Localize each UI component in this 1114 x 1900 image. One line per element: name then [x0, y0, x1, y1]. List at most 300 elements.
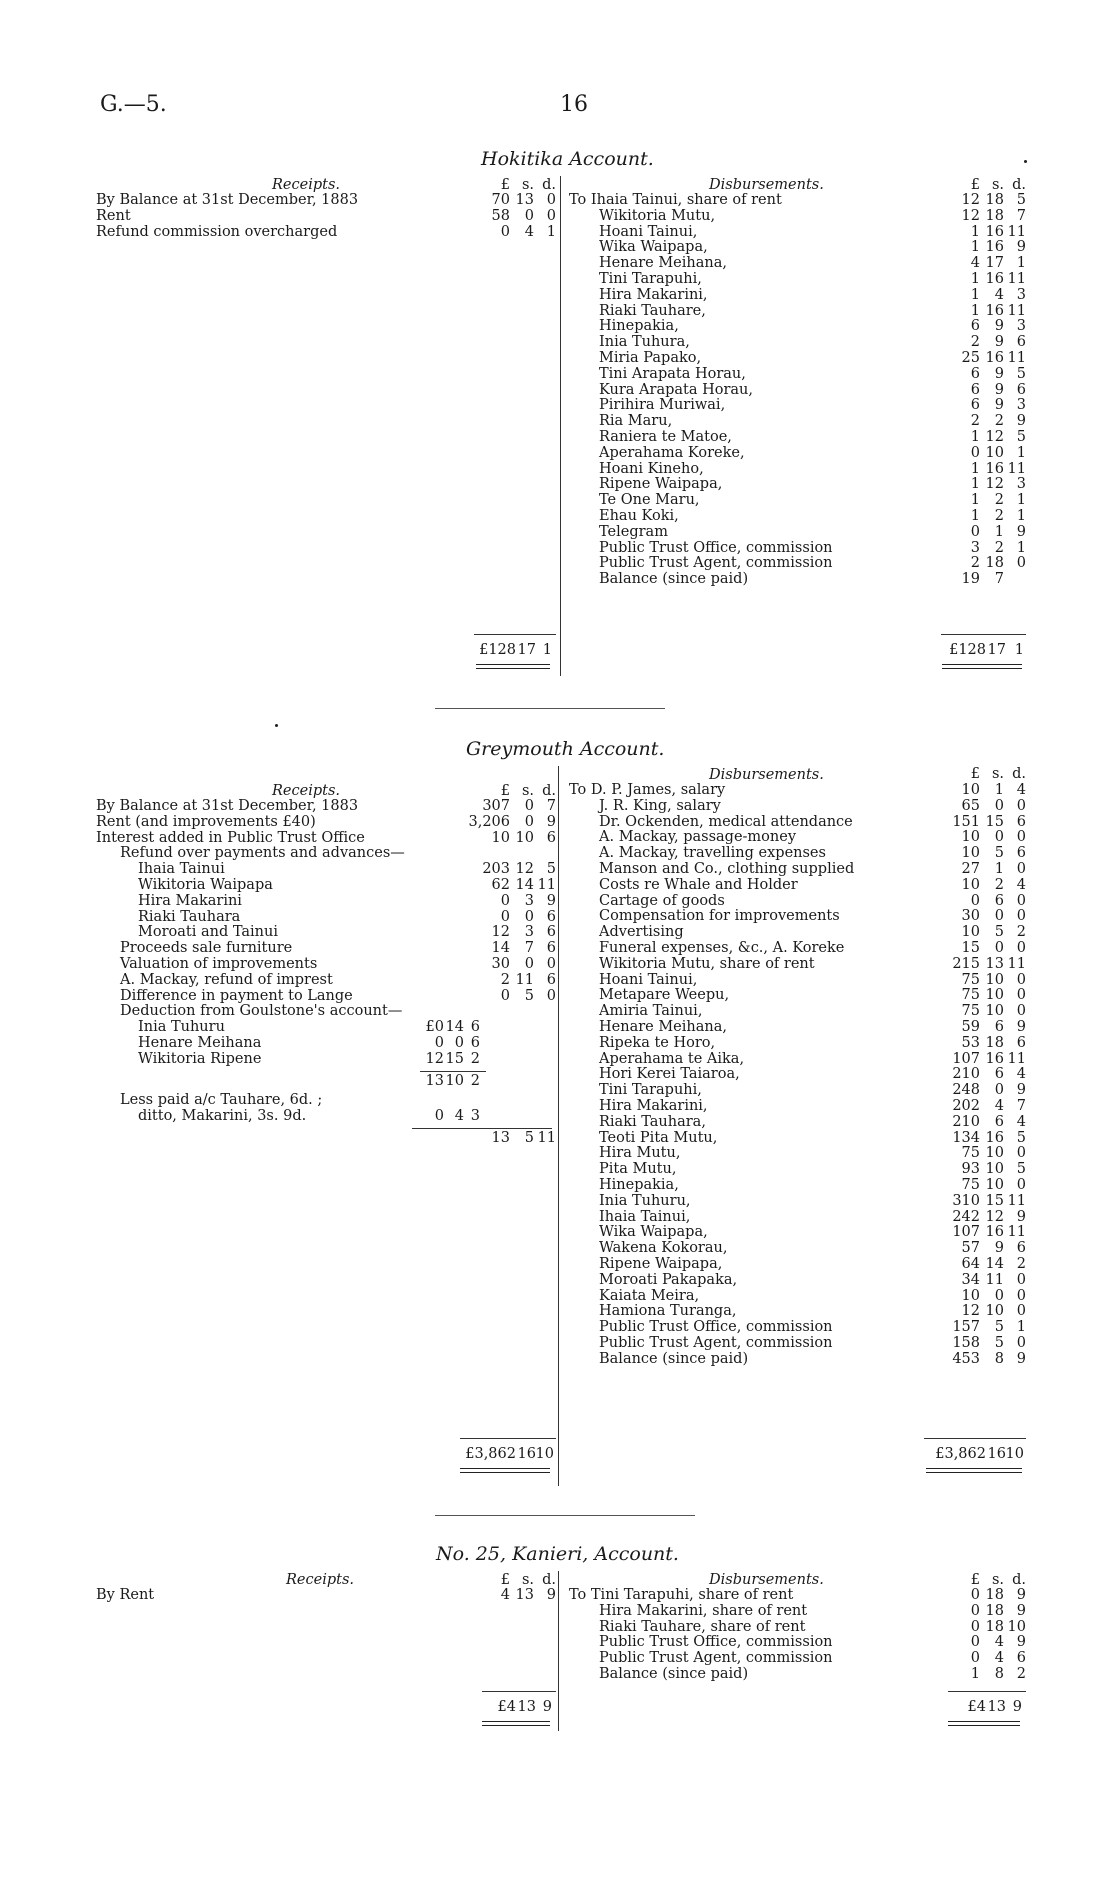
currency-header: £ s. d.: [970, 766, 1026, 782]
amount-pounds: 2: [500, 971, 510, 988]
amount-pence: 9: [546, 1587, 556, 1603]
disbursement-row: [569, 1225, 1026, 1241]
amount-shillings: 10: [985, 1003, 1004, 1020]
amount-pence: 0: [1016, 908, 1026, 925]
amount-pounds: 1: [970, 302, 980, 319]
amount-pounds: 0: [970, 523, 980, 540]
receipts-total: £3,862 16 10: [465, 1446, 554, 1462]
row-label: Moroati and Tainui: [138, 924, 278, 941]
amount-shillings: 0: [524, 908, 534, 925]
section-title: No. 25, Kanieri, Account.: [436, 1543, 679, 1565]
row-label: Aperahama Koreke,: [599, 444, 745, 461]
disbursement-row: [569, 988, 1026, 1004]
amount-pence: 6: [1016, 1650, 1026, 1667]
amount-shillings: 0: [994, 829, 1004, 846]
amount-pence: 9: [1016, 1602, 1026, 1619]
sub-amount: 15: [445, 1050, 464, 1067]
amount-pence: 0: [1016, 892, 1026, 909]
amount-pence: 0: [1016, 1287, 1026, 1304]
row-label: Amiria Tainui,: [599, 1003, 703, 1020]
disbursements-list: [569, 1588, 1026, 1683]
amount-pence: 0: [1016, 939, 1026, 956]
amount-pence: 9: [546, 813, 556, 830]
disbursement-row: [569, 1067, 1026, 1083]
amount-pounds: 0: [500, 908, 510, 925]
amount-pounds: 215: [952, 955, 980, 972]
amount-pounds: 0: [970, 444, 980, 461]
amount-shillings: 10: [985, 1161, 1004, 1178]
disbursements-label: Disbursements.: [709, 177, 824, 193]
amount-pence: 6: [1016, 1034, 1026, 1051]
row-label: Manson and Co., clothing supplied: [599, 860, 855, 877]
amount-shillings: 12: [985, 428, 1004, 445]
receipt-row: [96, 815, 556, 831]
amount-shillings: 18: [985, 1587, 1004, 1603]
amount-pounds: 10: [961, 782, 980, 798]
row-label: Pita Mutu,: [599, 1161, 677, 1178]
disbursement-row: [569, 862, 1026, 878]
disbursements-total-double-rule: [926, 1468, 1022, 1473]
amount-pounds: 19: [961, 571, 980, 588]
amount-pounds: 65: [961, 797, 980, 814]
row-label: Ria Maru,: [599, 413, 673, 430]
amount-shillings: 14: [985, 1255, 1004, 1272]
amount-shillings: 16: [985, 270, 1004, 287]
disbursements-header: [569, 178, 1026, 193]
amount-shillings: 0: [994, 908, 1004, 925]
document-code: G.—5.: [100, 92, 167, 117]
row-label: Ihaia Tainui: [138, 861, 225, 878]
row-label: Hira Makarini, share of rent: [599, 1602, 808, 1619]
disbursements-total-double-rule: [942, 664, 1022, 669]
disbursements-total: £4 13 9: [967, 1699, 1022, 1715]
receipt-row: [96, 831, 556, 847]
amount-pence: 1: [1016, 507, 1026, 524]
row-label: To Tini Tarapuhi, share of rent: [569, 1587, 794, 1603]
row-label: Riaki Tauhare,: [599, 302, 706, 319]
amount-pence: 6: [546, 940, 556, 957]
currency-header: £ s. d.: [500, 1572, 556, 1588]
amount-shillings: 0: [524, 798, 534, 814]
amount-pence: 5: [546, 861, 556, 878]
amount-shillings: 5: [524, 987, 534, 1004]
amount-shillings: 12: [515, 861, 534, 878]
amount-pounds: 75: [961, 1003, 980, 1020]
row-label: Te One Maru,: [599, 492, 700, 509]
amount-shillings: 16: [985, 302, 1004, 319]
amount-pence: 9: [1016, 1587, 1026, 1603]
row-label: Henare Meihana,: [599, 255, 727, 272]
row-label: Moroati Pakapaka,: [599, 1271, 738, 1288]
amount-shillings: 13: [985, 955, 1004, 972]
amount-pence: 1: [1016, 1319, 1026, 1336]
amount-pence: 5: [1016, 1129, 1026, 1146]
disbursements-total-rule: [924, 1438, 1026, 1439]
amount-pence: 6: [1016, 813, 1026, 830]
disbursements-column: [569, 178, 1026, 588]
amount-pence: 11: [1007, 460, 1026, 477]
amount-shillings: 2: [994, 413, 1004, 430]
amount-pounds: 2: [970, 413, 980, 430]
amount-pence: 6: [546, 908, 556, 925]
amount-pence: 0: [1016, 971, 1026, 988]
sub-amount: 2: [470, 1050, 480, 1067]
receipts-header: [96, 784, 556, 799]
deductions-list: [96, 1020, 556, 1147]
row-label: Metapare Weepu,: [599, 987, 730, 1004]
disbursement-row: [569, 1320, 1026, 1336]
amount-shillings: 10: [515, 829, 534, 846]
disbursements-total-rule: [948, 1691, 1026, 1692]
print-mark: [275, 724, 278, 727]
disbursements-list: [569, 193, 1026, 588]
currency-header: £ s. d.: [500, 177, 556, 193]
disbursement-row: [569, 367, 1026, 383]
amount-shillings: 10: [985, 444, 1004, 461]
disbursement-row: [569, 1178, 1026, 1194]
amount-pounds: 6: [970, 365, 980, 382]
disbursement-row: [569, 1099, 1026, 1115]
receipts-list: [96, 1588, 556, 1604]
row-label: Wikitoria Ripene: [138, 1050, 262, 1067]
amount-shillings: 9: [994, 334, 1004, 351]
amount-pence: 6: [1016, 381, 1026, 398]
amount-shillings: 18: [985, 192, 1004, 208]
row-label: Balance (since paid): [599, 571, 749, 588]
receipts-total: £128 17 1: [479, 642, 552, 658]
amount-pence: 4: [1016, 782, 1026, 798]
amount-pounds: 203: [482, 861, 510, 878]
section-title: Hokitika Account.: [481, 148, 654, 170]
row-label: By Balance at 31st December, 1883: [96, 192, 359, 208]
disbursement-row: [569, 1304, 1026, 1320]
amount-shillings: 12: [985, 476, 1004, 493]
amount-pounds: 3,206: [468, 813, 510, 830]
amount-pence: 0: [546, 955, 556, 972]
amount-pounds: 10: [961, 829, 980, 846]
receipt-row: [96, 799, 556, 815]
amount-pounds: 1: [970, 286, 980, 303]
disbursement-row: [569, 783, 1026, 799]
amount-pence: 6: [1016, 334, 1026, 351]
disbursement-row: [569, 493, 1026, 509]
receipts-total-double-rule: [482, 1721, 550, 1726]
row-label: Dr. Ockenden, medical attendance: [599, 813, 853, 830]
receipt-row: [96, 989, 556, 1005]
sub-amount: 0: [434, 1034, 444, 1051]
row-label: J. R. King, salary: [599, 797, 721, 814]
amount-shillings: 8: [994, 1350, 1004, 1367]
amount-pence: 11: [1007, 349, 1026, 366]
amount-pence: 9: [1016, 1350, 1026, 1367]
amount-pence: 1: [1016, 492, 1026, 509]
row-label: Balance (since paid): [599, 1350, 749, 1367]
row-label: Wikitoria Waipapa: [138, 876, 273, 893]
disbursements-header: [569, 1573, 1026, 1588]
disbursement-row: [569, 1352, 1026, 1368]
disbursement-row: [569, 1020, 1026, 1036]
amount-shillings: 15: [985, 1192, 1004, 1209]
row-label: Raniera te Matoe,: [599, 428, 732, 445]
amount-shillings: 0: [524, 955, 534, 972]
amount-shillings: 5: [994, 1334, 1004, 1351]
amount-shillings: 5: [994, 1319, 1004, 1336]
print-mark: [1024, 160, 1027, 163]
row-label: Hoani Tainui,: [599, 971, 698, 988]
row-label: Telegram: [599, 523, 668, 540]
amount-pence: 0: [1016, 1334, 1026, 1351]
amount-pounds: 10: [961, 876, 980, 893]
amount-pence: 6: [546, 971, 556, 988]
amount-shillings: 3: [524, 892, 534, 909]
receipts-label: Receipts.: [272, 177, 340, 193]
subtotal-rule: [420, 1071, 486, 1072]
amount-pence: 1: [1016, 539, 1026, 556]
amount-pence: 5: [1016, 1161, 1026, 1178]
disbursement-row: [569, 414, 1026, 430]
amount-pounds: 12: [961, 207, 980, 224]
row-label: Refund over payments and advances—: [120, 845, 405, 862]
amount-shillings: 9: [994, 381, 1004, 398]
amount-pounds: 1: [970, 239, 980, 256]
row-label: Riaki Tauhare, share of rent: [599, 1618, 806, 1635]
row-label: Miria Papako,: [599, 349, 702, 366]
disbursement-row: [569, 894, 1026, 910]
amount-pounds: 58: [491, 207, 510, 224]
receipts-total-double-rule: [476, 664, 550, 669]
amount-pence: 10: [1007, 1618, 1026, 1635]
amount-pounds: 0: [970, 1602, 980, 1619]
amount-pence: 11: [537, 876, 556, 893]
disbursement-row: [569, 1604, 1026, 1620]
amount-shillings: 12: [985, 1208, 1004, 1225]
row-label: Kura Arapata Horau,: [599, 381, 753, 398]
amount-pence: 7: [1016, 207, 1026, 224]
row-label: A. Mackay, refund of imprest: [120, 971, 333, 988]
row-label: Deduction from Goulstone's account—: [120, 1003, 403, 1020]
disbursement-row: [569, 1667, 1026, 1683]
amount-pounds: 25: [961, 349, 980, 366]
disbursement-row: [569, 957, 1026, 973]
disbursements-total-double-rule: [948, 1721, 1020, 1726]
amount-pence: 5: [1016, 192, 1026, 208]
column-divider: [558, 766, 559, 1486]
amount-shillings: 11: [515, 971, 534, 988]
row-label: Hinepakia,: [599, 1176, 679, 1193]
amount-shillings: 3: [524, 924, 534, 941]
disbursements-column: [569, 768, 1026, 1367]
disbursement-row: [569, 1651, 1026, 1667]
amount-pounds: 10: [961, 924, 980, 941]
amount-pence: 9: [1016, 239, 1026, 256]
amount-shillings: 0: [524, 813, 534, 830]
amount-pence: 5: [1016, 365, 1026, 382]
amount-pounds: 107: [952, 1224, 980, 1241]
disbursement-row: [569, 398, 1026, 414]
deduction-row: [96, 1036, 556, 1052]
amount-shillings: 16: [985, 460, 1004, 477]
row-label: A. Mackay, passage-money: [599, 829, 797, 846]
amount-pounds: 307: [482, 798, 510, 814]
disbursement-row: [569, 941, 1026, 957]
receipt-row: [96, 225, 556, 241]
amount-pence: 6: [546, 924, 556, 941]
amount-pounds: 62: [491, 876, 510, 893]
row-label: Riaki Tauhara: [138, 908, 241, 925]
amount-pence: 0: [1016, 797, 1026, 814]
amount-pence: 11: [1007, 1224, 1026, 1241]
amount-pounds: 210: [952, 1066, 980, 1083]
amount-pounds: 53: [961, 1034, 980, 1051]
amount-pence: 0: [1016, 1303, 1026, 1320]
amount-shillings: 5: [994, 845, 1004, 862]
disbursement-row: [569, 1620, 1026, 1636]
amount-pence: 9: [1016, 1018, 1026, 1035]
receipt-row: [96, 1004, 556, 1020]
amount-pounds: 2: [970, 555, 980, 572]
hokitika-account: [96, 148, 1026, 688]
amount-shillings: 1: [994, 523, 1004, 540]
less-paid-row: ditto, Makarini, 3s. 9d. 0 4 3: [138, 1108, 480, 1125]
amount-pence: 0: [1016, 829, 1026, 846]
amount-pence: 2: [1016, 1665, 1026, 1682]
amount-shillings: 2: [994, 539, 1004, 556]
section-separator: [435, 1515, 695, 1516]
row-label: To Ihaia Tainui, share of rent: [569, 192, 782, 208]
row-label: Public Trust Office, commission: [599, 539, 833, 556]
receipts-label: Receipts.: [286, 1572, 354, 1588]
row-label: Ripene Waipapa,: [599, 1255, 723, 1272]
amount-pence: 0: [546, 207, 556, 224]
disbursement-row: [569, 193, 1026, 209]
amount-pounds: 1: [970, 223, 980, 240]
amount-shillings: 10: [985, 971, 1004, 988]
row-label: Advertising: [599, 924, 684, 941]
disbursement-row: [569, 430, 1026, 446]
disbursement-row: [569, 209, 1026, 225]
disbursement-row: [569, 240, 1026, 256]
amount-pence: 0: [546, 192, 556, 208]
disbursements-label: Disbursements.: [709, 1572, 824, 1588]
disbursement-row: [569, 973, 1026, 989]
disbursement-row: [569, 1257, 1026, 1273]
amount-shillings: 11: [985, 1271, 1004, 1288]
amount-pence: 6: [546, 829, 556, 846]
disbursement-row: [569, 1004, 1026, 1020]
disbursement-row: [569, 446, 1026, 462]
row-label: Costs re Whale and Holder: [599, 876, 798, 893]
amount-pounds: 59: [961, 1018, 980, 1035]
amount-pounds: 151: [952, 813, 980, 830]
greymouth-account: [96, 738, 1026, 1498]
section-separator: [435, 708, 665, 709]
amount-shillings: 16: [985, 349, 1004, 366]
amount-shillings: 7: [994, 571, 1004, 588]
column-divider: [560, 176, 561, 676]
amount-pence: 11: [1007, 1050, 1026, 1067]
amount-shillings: 10: [985, 987, 1004, 1004]
row-label: Ripene Waipapa,: [599, 476, 723, 493]
row-label: Wika Waipapa,: [599, 1224, 708, 1241]
row-label: Compensation for improvements: [599, 908, 840, 925]
amount-pence: 4: [1016, 876, 1026, 893]
amount-pounds: 34: [961, 1271, 980, 1288]
deduction-row: [96, 1052, 556, 1068]
disbursements-total-rule: [941, 634, 1026, 635]
receipts-list: [96, 799, 556, 1020]
amount-pounds: 75: [961, 1145, 980, 1162]
row-label: Hira Makarini,: [599, 1097, 708, 1114]
section-title: Greymouth Account.: [466, 738, 665, 760]
row-label: Hira Makarini: [138, 892, 242, 909]
amount-shillings: 9: [994, 397, 1004, 414]
disbursement-row: [569, 830, 1026, 846]
amount-shillings: 16: [985, 1224, 1004, 1241]
disbursement-row: [569, 225, 1026, 241]
amount-shillings: 9: [994, 365, 1004, 382]
amount-pence: 0: [1016, 860, 1026, 877]
net-deduction: 13 5 11: [491, 1129, 556, 1146]
amount-shillings: 2: [994, 507, 1004, 524]
amount-pounds: 64: [961, 1255, 980, 1272]
receipt-row: [96, 973, 556, 989]
amount-pounds: 1: [970, 1665, 980, 1682]
receipt-row: [96, 910, 556, 926]
receipts-header: [96, 1573, 556, 1588]
disbursement-row: [569, 1210, 1026, 1226]
disbursement-row: [569, 335, 1026, 351]
amount-pounds: 0: [970, 892, 980, 909]
row-label: Hamiona Turanga,: [599, 1303, 737, 1320]
receipt-row: [96, 1588, 556, 1604]
amount-pounds: 2: [970, 334, 980, 351]
row-label: By Rent: [96, 1587, 155, 1603]
amount-pence: 7: [1016, 1097, 1026, 1114]
disbursements-column: [569, 1573, 1026, 1683]
disbursement-row: [569, 799, 1026, 815]
amount-pounds: 15: [961, 939, 980, 956]
kanieri-account: [96, 1543, 1026, 1743]
row-label: Pirihira Muriwai,: [599, 397, 726, 414]
amount-pence: 4: [1016, 1113, 1026, 1130]
amount-pounds: 75: [961, 971, 980, 988]
disbursement-row: [569, 319, 1026, 335]
amount-pence: 4: [1016, 1066, 1026, 1083]
amount-pounds: 12: [961, 1303, 980, 1320]
currency-header: £ s. d.: [970, 1572, 1026, 1588]
amount-shillings: 4: [524, 223, 534, 240]
disbursement-row: [569, 351, 1026, 367]
amount-pounds: 12: [961, 192, 980, 208]
disbursement-row: [569, 878, 1026, 894]
receipt-row: [96, 941, 556, 957]
disbursement-row: [569, 1036, 1026, 1052]
amount-pence: 7: [546, 798, 556, 814]
row-label: Tini Tarapuhi,: [599, 1082, 702, 1099]
row-label: Valuation of improvements: [120, 955, 318, 972]
amount-shillings: 4: [994, 1097, 1004, 1114]
disbursement-row: [569, 815, 1026, 831]
amount-shillings: 15: [985, 813, 1004, 830]
amount-shillings: 5: [994, 924, 1004, 941]
disbursement-row: [569, 525, 1026, 541]
amount-pence: 9: [546, 892, 556, 909]
disbursement-row: [569, 1194, 1026, 1210]
amount-shillings: 7: [524, 940, 534, 957]
row-label: Refund commission overcharged: [96, 223, 338, 240]
disbursements-total: £3,862 16 10: [935, 1446, 1024, 1462]
disbursement-row: [569, 556, 1026, 572]
